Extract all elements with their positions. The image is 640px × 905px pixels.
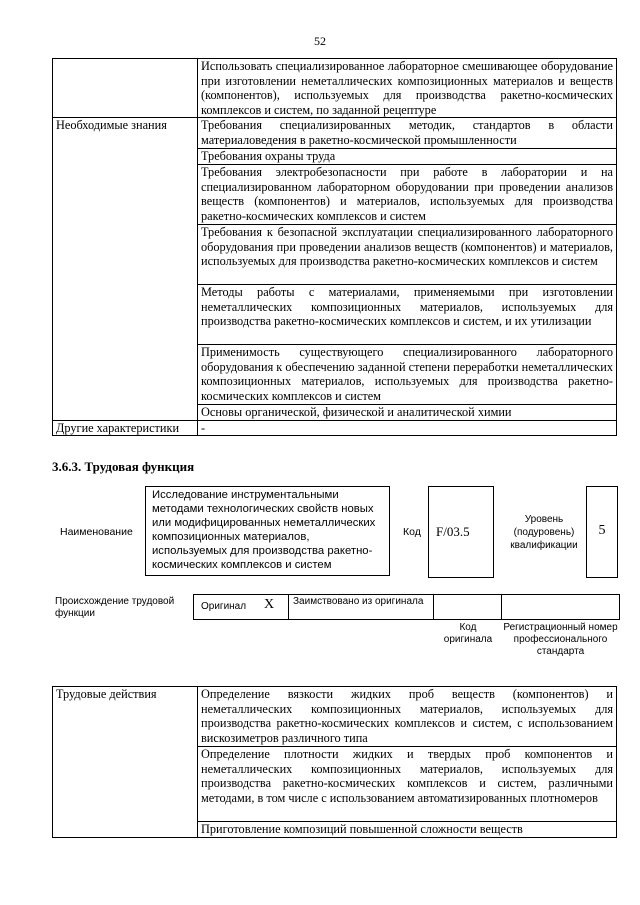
origin-divider <box>288 594 289 619</box>
other-item: - <box>198 420 617 436</box>
table-row <box>53 59 617 118</box>
knowledge-item: Основы органической, физической и аналитической химии <box>198 404 617 420</box>
origin-divider <box>501 594 502 619</box>
reg-caption: Регистрационный номер профессионального стандарта <box>503 622 618 657</box>
origin-divider <box>433 594 434 619</box>
knowledge-item: Требования охраны труда <box>198 149 617 165</box>
code-caption: Код оригинала <box>443 622 493 645</box>
original-mark: X <box>264 597 275 612</box>
name-label: Наименование <box>60 526 133 538</box>
row-label-other: Другие характеристики <box>53 420 198 436</box>
section-title: 3.6.3. Трудовая функция <box>52 459 195 474</box>
level-label: Уровень (подуровень) квалификации <box>510 514 578 551</box>
table-row <box>53 118 617 149</box>
borrowed-label: Заимствовано из оригинала <box>293 596 424 607</box>
knowledge-item: Требования электробезопасности при работе в лаборатории и на специализированном лабораторном оборудовании при проведении анализов веществ (компонентов) и материалов, используемых для производства ракетно-космических комплексов и систем <box>198 164 617 224</box>
row-label-knowledge: Необходимые знания <box>53 118 198 420</box>
table-row <box>53 420 617 436</box>
page-number: 52 <box>314 34 326 48</box>
knowledge-item: Требования специализированных методик, стандартов в области материаловедения в ракетно-космической промышленности <box>198 118 617 149</box>
original-label: Оригинал <box>201 601 247 612</box>
skills-knowledge-table <box>52 58 617 436</box>
function-name-value: Исследование инструментальными методами технологических свойств новых или модифицированных неметаллических композиционных материалов, используемых для производства ракетно-космических комплексов и систем <box>145 486 390 576</box>
row-label <box>53 59 198 118</box>
knowledge-item: Применимость существующего специализированного лабораторного оборудования к обеспечению заданной степени переработки неметаллических композиционных материалов, используемых для производства ракетно-космических комплексов и систем <box>198 344 617 404</box>
knowledge-item: Методы работы с материалами, применяемыми при изготовлении неметаллических композиционных материалов, используемых для производства ракетно-космических комплексов и систем, и их утилизации <box>198 284 617 344</box>
action-item: Приготовление композиций повышенной сложности веществ <box>198 822 617 838</box>
origin-label: Происхождение трудовой функции <box>55 596 175 619</box>
action-item: Определение плотности жидких и твердых проб компонентов и неметаллических композиционных материалов, используемых для производства ракетно-космических комплексов и систем, различными методами, в том числе с использованием автоматизированных плотномеров <box>198 747 617 822</box>
skill-item: Использовать специализированное лабораторное смешивающее оборудование при изготовлении неметаллических композиционных материалов и веществ (компонентов), используемых для производства ракетно-космических комплексов и систем, по заданной рецептуре <box>198 59 617 118</box>
row-label-actions: Трудовые действия <box>53 687 198 838</box>
code-label: Код <box>403 526 421 538</box>
knowledge-item: Требования к безопасной эксплуатации специализированного лабораторного оборудования при проведении анализов веществ (компонентов) и материалов, используемых для производства ракетно-космических комплексов и систем <box>198 224 617 284</box>
level-value: 5 <box>598 523 606 538</box>
table-row <box>53 687 617 747</box>
action-item: Определение вязкости жидких проб веществ (компонентов) и неметаллических композиционных материалов, используемых для производства ракетно-космических комплексов и систем, с использованием вискозиметров различного типа <box>198 687 617 747</box>
labor-actions-table <box>52 686 617 838</box>
code-value: F/03.5 <box>436 524 470 539</box>
